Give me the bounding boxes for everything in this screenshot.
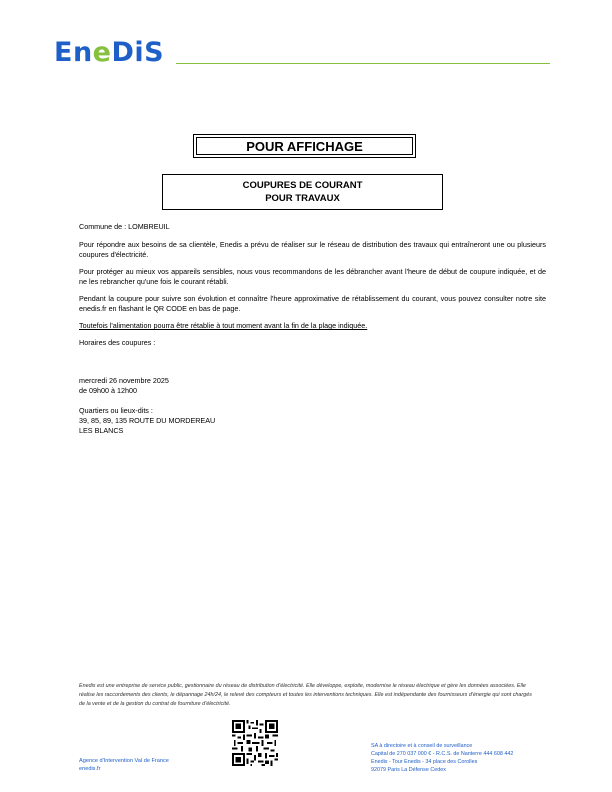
company-line: 92079 Paris La Défense Cedex [371,767,446,773]
quartier-item: LES BLANCS [79,426,124,435]
schedule-time: de 09h00 à 12h00 [79,386,137,395]
legal-notice: Enedis est une entreprise de service public, gestionnaire du réseau de distribution d'électricité. Elle développe, exploite, modernise le réseau électrique et gère les données associées. Elle réalise les raccordements des clients, le dépannage 24h/24, le relevé des compteurs et toutes les interventions techniques. Elle est indépendante des fournisseurs d'énergie qui sont chargés de la vente et de la gestion du contrat de fourniture d'électricité. [79,683,532,707]
company-info [371,742,513,774]
logo-text-start: En [54,37,93,68]
commune-value: LOMBREUIL [128,222,170,231]
paragraph: Pour protéger au mieux vos appareils sensibles, nous vous recommandons de les débrancher avant l'heure de début de coupure indiquée, et de ne les rebrancher qu'une fois le courant rétabli. [79,267,546,286]
warning-text: Toutefois l'alimentation pourra être rétablie à tout moment avant la fin de la plage indiquée. [79,321,368,330]
header-divider [176,63,550,64]
subtitle-line2: POUR TRAVAUX [265,193,340,204]
paragraph: Pour répondre aux besoins de sa clientèle, Enedis a prévu de réaliser sur le réseau de distribution des travaux qui entraîneront une ou plusieurs coupures d'électricité. [79,240,546,259]
website-link[interactable]: enedis.fr [79,766,101,772]
company-line: SA à directoire et à conseil de surveillance [371,743,473,749]
commune-label: Commune de : [79,222,127,231]
schedule-block [79,376,546,396]
company-line: Enedis - Tour Enedis - 34 place des Corolles [371,759,478,765]
horaires-label: Horaires des coupures : [79,338,156,347]
qr-code[interactable] [232,720,278,766]
subtitle-line1: COUPURES DE COURANT [242,180,363,191]
quartier-item: 39, 85, 89, 135 ROUTE DU MORDEREAU [79,416,216,425]
agency-info [79,757,169,773]
agency-name: Agence d'Intervention Val de France [79,758,169,764]
quartiers-block [79,406,546,436]
quartiers-label: Quartiers ou lieux-dits : [79,406,153,415]
title-label: POUR AFFICHAGE [196,137,413,155]
schedule-date: mercredi 26 novembre 2025 [79,376,169,385]
logo-text-mid: e [92,37,112,68]
subtitle-box [162,174,443,210]
logo-text-end: DiS [111,37,165,68]
paragraph: Pendant la coupure pour suivre son évolution et connaître l'heure approximative de rétablissement du courant, vous pouvez consulter notre site enedis.fr en flashant le QR CODE en bas de page. [79,294,546,313]
notice-body [79,222,546,436]
enedis-logo [54,38,164,68]
company-line: Capital de 270 037 000 € - R.C.S. de Nanterre 444 608 442 [371,751,514,757]
commune-line [79,222,546,232]
title-box [193,134,416,158]
